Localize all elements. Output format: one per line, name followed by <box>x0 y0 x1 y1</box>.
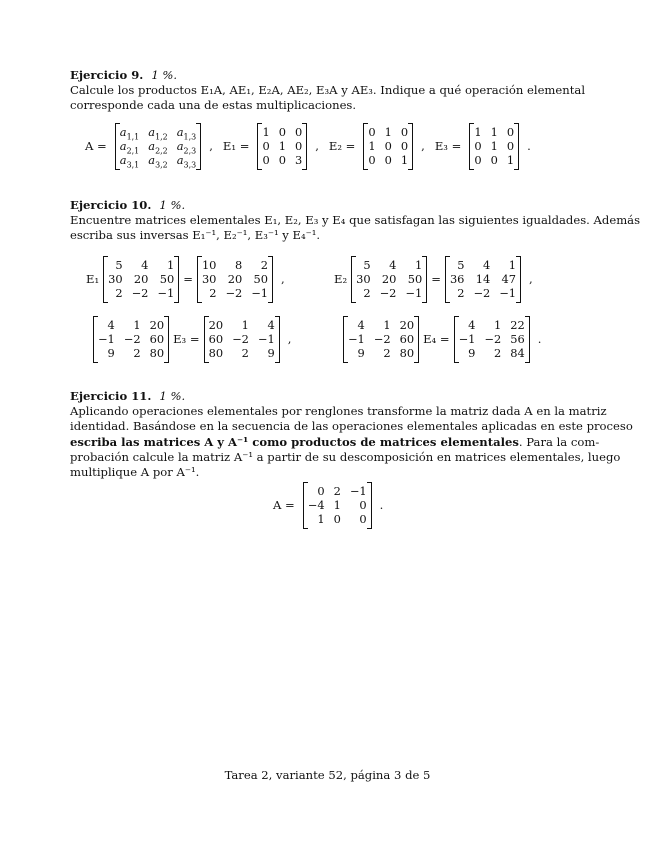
matrix-entry: 4 <box>357 318 365 332</box>
exercise-10-percent: 1 %. <box>159 198 186 212</box>
matrix-entry: 0 <box>384 153 392 168</box>
matrix-entry: −2 <box>232 332 249 347</box>
matrix-entry: 0 <box>474 139 482 154</box>
matrix-entry: $a_{1,2}$ <box>148 125 168 142</box>
matrix-entry: 0 <box>359 512 367 527</box>
matrix-entry: 20 <box>208 318 224 332</box>
matrix-entry: 50 <box>407 272 423 287</box>
eq3-left-matrix <box>93 316 169 363</box>
matrix-entry: $a_{1,1}$ <box>119 125 140 142</box>
e4-label: E₄ = <box>423 332 450 347</box>
matrix-entry: $a_{3,2}$ <box>148 153 168 170</box>
exercise-11-matrix <box>268 482 388 529</box>
matrix-entry: 8 <box>234 258 243 272</box>
matrix-entry: −1 <box>251 286 269 301</box>
matrix-entry: 0 <box>294 139 303 154</box>
matrix-e3 <box>469 123 519 170</box>
matrix-entry: $a_{2,2}$ <box>148 139 168 156</box>
exercise-9-line-2: corresponde cada una de estas multiplicaciones. <box>70 98 357 113</box>
matrix-entry: 1 <box>490 139 498 154</box>
separator: , <box>421 139 425 154</box>
matrix-entry: 60 <box>149 332 165 347</box>
matrix-entry: 1 <box>414 258 423 272</box>
separator: , <box>315 139 319 154</box>
exercise-10-line-2: escriba sus inversas E₁⁻¹, E₂⁻¹, E₃⁻¹ y E₄⁻¹. <box>70 228 321 243</box>
equation-3 <box>90 316 296 363</box>
e1-label: E₁ <box>86 272 100 287</box>
matrix-entry: 1 <box>278 139 286 154</box>
separator: , <box>281 272 285 287</box>
exercise-11-line-4: probación calcule la matriz A⁻¹ a partir de su descomposición en matrices elementales, luego <box>70 449 621 464</box>
matrix-entry: 2 <box>115 286 123 301</box>
matrix-entry: 4 <box>141 258 149 272</box>
matrix-entry: 60 <box>208 332 224 347</box>
matrix-entry: 14 <box>475 272 491 287</box>
eq4-right-matrix <box>454 316 530 363</box>
matrix-entry: 4 <box>107 318 115 332</box>
eq1-left-matrix <box>103 256 179 303</box>
period: . <box>379 498 384 513</box>
matrix-entry: −1 <box>349 484 367 498</box>
matrix-entry: −2 <box>484 332 502 347</box>
matrix-entry: 60 <box>399 332 415 347</box>
matrix-entry: 2 <box>209 286 217 301</box>
matrix-entry: $a_{3,1}$ <box>119 153 140 170</box>
matrix-e1 <box>257 123 307 170</box>
exercise-9-line-1: Calcule los productos E₁A, AE₁, E₂A, AE₂, E₃A y AE₃. Indique a qué operación elemental <box>70 83 586 98</box>
matrix-entry: 0 <box>368 125 376 139</box>
separator: , <box>209 139 213 154</box>
matrix-entry: −1 <box>98 332 115 347</box>
matrix-entry: 0 <box>262 153 270 168</box>
matrix-entry: 0 <box>278 125 286 139</box>
matrix-entry: 0 <box>506 125 515 139</box>
matrix-entry: 0 <box>474 153 482 168</box>
matrix-entry: 1 <box>490 125 498 139</box>
matrix-a-11 <box>303 482 372 529</box>
matrix-entry: 20 <box>133 272 149 287</box>
matrix-entry: 5 <box>363 258 371 272</box>
matrix-entry: 1 <box>493 318 502 332</box>
matrix-entry: 1 <box>133 318 141 332</box>
exercise-10-line-1: Encuentre matrices elementales E₁, E₂, E₃ y E₄ que satisfagan las siguientes igualdades. Además <box>70 213 641 228</box>
matrix-a-label: A = <box>85 139 107 154</box>
matrix-entry: 4 <box>482 258 491 272</box>
exercise-11-line-5: multiplique A por A⁻¹. <box>70 465 200 480</box>
period: . <box>527 139 531 154</box>
matrix-entry: −2 <box>379 286 397 301</box>
matrix-entry: 30 <box>201 272 217 287</box>
separator: , <box>287 332 292 347</box>
exercise-11-bold-phrase: escriba las matrices A y A⁻¹ como productos de matrices elementales <box>70 434 519 449</box>
eq1-right-matrix <box>197 256 273 303</box>
matrix-entry: 80 <box>208 346 224 361</box>
matrix-entry: 2 <box>363 286 371 301</box>
matrix-entry: 2 <box>133 346 141 361</box>
matrix-entry: $a_{2,3}$ <box>176 139 197 156</box>
exercise-11-line-2: identidad. Basándose en la secuencia de las operaciones elementales aplicadas en este proceso <box>70 419 633 434</box>
matrix-entry: 22 <box>510 318 525 332</box>
matrix-entry: 1 <box>368 139 376 154</box>
matrix-e1-label: E₁ = <box>222 139 250 154</box>
exercise-9-percent: 1 %. <box>151 68 178 82</box>
exercise-10-text <box>70 198 641 244</box>
matrix-entry: 0 <box>278 153 286 168</box>
matrix-entry: 50 <box>159 272 175 287</box>
matrix-entry: 0 <box>359 498 367 513</box>
matrix-entry: 0 <box>506 139 515 154</box>
page-footer: Tarea 2, variante 52, página 3 de 5 <box>224 768 431 782</box>
exercise-11-percent: 1 %. <box>159 389 186 403</box>
matrix-entry: 0 <box>400 125 409 139</box>
matrix-entry: −2 <box>473 286 491 301</box>
matrix-entry: 80 <box>149 346 165 361</box>
matrix-entry: 0 <box>384 139 392 154</box>
matrix-entry: 36 <box>449 272 465 287</box>
matrix-entry: −4 <box>307 498 325 513</box>
matrix-a-label: A = <box>273 498 295 513</box>
eq2-right-matrix <box>445 256 521 303</box>
matrix-e2 <box>363 123 413 170</box>
matrix-entry: 9 <box>357 346 365 361</box>
matrix-entry: 84 <box>510 346 525 361</box>
e3-label: E₃ = <box>173 332 200 347</box>
exercise-11-line-1: Aplicando operaciones elementales por renglones transforme la matriz dada A en la matriz <box>70 404 607 419</box>
matrix-entry: −1 <box>157 286 175 301</box>
matrix-entry: 2 <box>493 346 502 361</box>
matrix-entry: 0 <box>262 139 270 154</box>
matrix-entry: 20 <box>381 272 397 287</box>
matrix-entry: 50 <box>253 272 269 287</box>
matrix-e3-label: E₃ = <box>434 139 462 154</box>
matrix-entry: −2 <box>131 286 149 301</box>
matrix-entry: 1 <box>383 318 391 332</box>
eq2-left-matrix <box>351 256 427 303</box>
matrix-entry: 2 <box>333 484 341 498</box>
matrix-entry: 0 <box>490 153 498 168</box>
matrix-entry: 47 <box>501 272 517 287</box>
matrix-entry: −1 <box>405 286 423 301</box>
exercise-9-matrices <box>80 123 536 170</box>
matrix-entry: 20 <box>149 318 165 332</box>
matrix-entry: 9 <box>107 346 115 361</box>
matrix-a <box>115 123 201 170</box>
period: . <box>537 332 542 347</box>
matrix-entry: −1 <box>499 286 517 301</box>
matrix-entry: 0 <box>333 512 341 527</box>
matrix-entry: 56 <box>510 332 525 347</box>
exercise-9-title: Ejercicio 9. <box>70 68 144 82</box>
matrix-entry: 1 <box>384 125 392 139</box>
matrix-entry: 5 <box>115 258 123 272</box>
exercise-10-title: Ejercicio 10. <box>70 198 152 212</box>
matrix-entry: −2 <box>373 332 391 347</box>
matrix-entry: −2 <box>225 286 243 301</box>
matrix-entry: $a_{1,3}$ <box>176 125 197 142</box>
matrix-entry: 30 <box>108 272 123 287</box>
matrix-entry: 80 <box>399 346 415 361</box>
matrix-entry: $a_{2,1}$ <box>119 139 140 156</box>
matrix-entry: 5 <box>457 258 465 272</box>
matrix-entry: 2 <box>383 346 391 361</box>
matrix-e2-label: E₂ = <box>328 139 356 154</box>
matrix-entry: 2 <box>457 286 465 301</box>
matrix-entry: 1 <box>317 512 325 527</box>
matrix-entry: 9 <box>267 346 275 361</box>
matrix-entry: 1 <box>241 318 249 332</box>
matrix-entry: −2 <box>123 332 141 347</box>
matrix-entry: 0 <box>400 139 409 154</box>
matrix-entry: 20 <box>227 272 243 287</box>
matrix-entry: 4 <box>267 318 275 332</box>
matrix-entry: 1 <box>474 125 482 139</box>
separator: , <box>529 272 533 287</box>
matrix-entry: 2 <box>260 258 269 272</box>
matrix-entry: 30 <box>356 272 371 287</box>
exercise-11-title: Ejercicio 11. <box>70 389 152 403</box>
matrix-entry: −1 <box>257 332 275 347</box>
matrix-entry: $a_{3,3}$ <box>176 153 197 170</box>
equals-sign: = <box>431 272 441 287</box>
matrix-entry: 1 <box>400 153 409 168</box>
exercise-9-text <box>70 68 586 114</box>
matrix-entry: 0 <box>294 125 303 139</box>
matrix-entry: −1 <box>458 332 476 347</box>
equation-4 <box>340 316 546 363</box>
matrix-entry: 3 <box>294 153 303 168</box>
matrix-entry: −1 <box>348 332 365 347</box>
equals-sign: = <box>183 272 193 287</box>
matrix-entry: 1 <box>333 498 341 513</box>
equation-2 <box>334 256 538 303</box>
matrix-entry: 20 <box>399 318 415 332</box>
matrix-entry: 1 <box>506 153 515 168</box>
matrix-entry: 0 <box>317 484 325 498</box>
matrix-entry: 0 <box>368 153 376 168</box>
matrix-entry: 1 <box>508 258 517 272</box>
matrix-entry: 1 <box>166 258 175 272</box>
matrix-entry: 1 <box>262 125 270 139</box>
equation-1 <box>86 256 290 303</box>
matrix-entry: 4 <box>389 258 397 272</box>
eq4-left-matrix <box>343 316 419 363</box>
exercise-11-line-3-rest: . Para la com- <box>518 434 600 449</box>
matrix-entry: 4 <box>468 318 476 332</box>
matrix-entry: 10 <box>201 258 217 272</box>
e2-label: E₂ <box>334 272 348 287</box>
matrix-entry: 9 <box>468 346 476 361</box>
exercise-11-text <box>70 389 633 480</box>
matrix-entry: 2 <box>241 346 249 361</box>
eq3-right-matrix <box>204 316 280 363</box>
